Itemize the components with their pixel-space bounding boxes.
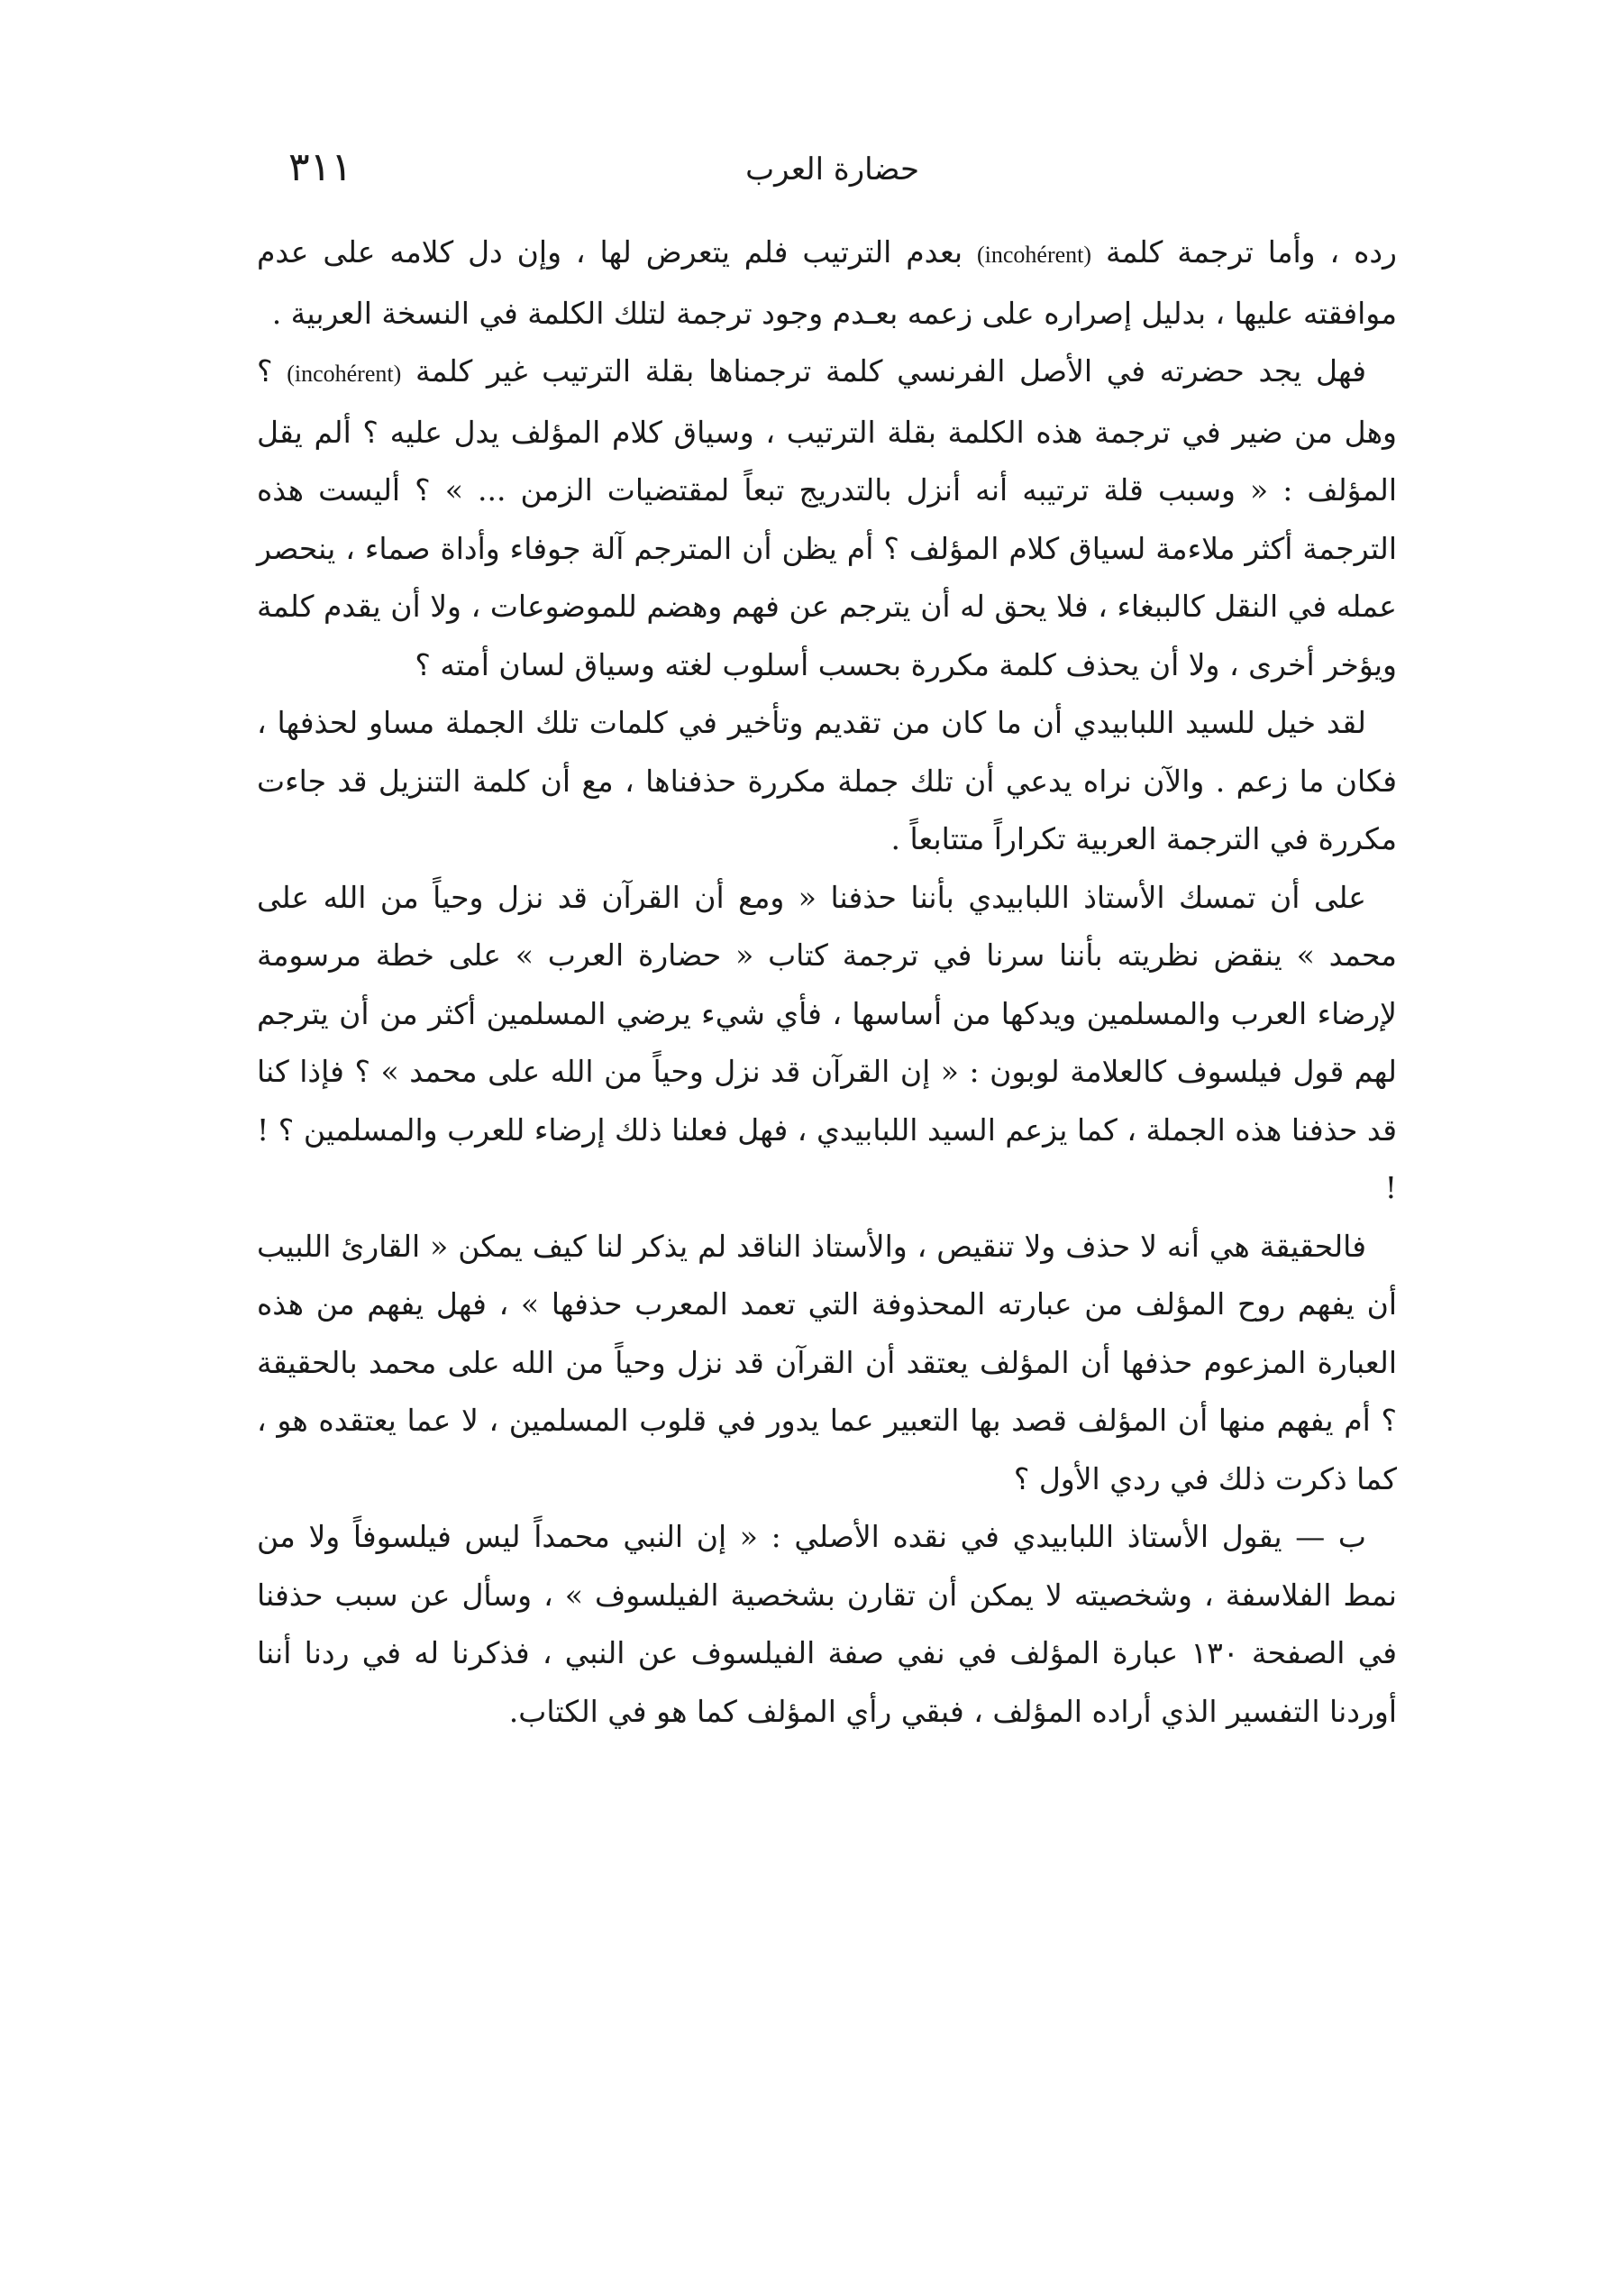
text-run: فهل يجد حضرته في الأصل الفرنسي كلمة ترجمناها بقلة الترتيب غير كلمة <box>401 353 1366 389</box>
text-run: لقد خيل للسيد اللبابيدي أن ما كان من تقديم وتأخير في كلمات تلك الجملة مساو لحذفها ، فكان ما زعم . والآن نراه يدعي أن تلك جملة مكررة حذفناها ، مع أن كلمة التنزيل قد جاءت مكررة في الترجمة العربية تكراراً متتابعاً . <box>257 705 1397 856</box>
paragraph-5 <box>257 1218 1397 1509</box>
latin-term: (incohérent) <box>287 361 402 387</box>
paragraph-3 <box>257 694 1397 869</box>
running-head <box>279 142 1397 206</box>
text-run: بعدم الترتيب فلم يتعرض لها ، وإن دل كلامه على عدم موافقته عليها ، بدليل إصراره على زعمه بعـدم وجود ترجمة لتلك الكلمة في النسخة العربية . <box>257 234 1397 331</box>
paragraph-1 <box>257 224 1397 343</box>
page-number: ٣١١ <box>288 144 352 190</box>
text-run: فالحقيقة هي أنه لا حذف ولا تنقيص ، والأستاذ الناقد لم يذكر لنا كيف يمكن « القارئ اللبيب أن يفهم روح المؤلف من عبارته المحذوفة التي تعمد المعرب حذفها » ، فهل يفهم من هذه العبارة المزعوم حذفها أن المؤلف يعتقد أن القرآن قد نزل وحياً من الله على محمد بالحقيقة ؟ أم يفهم منها أن المؤلف قصد بها التعبير عما يدور في قلوب المسلمين ، لا عما يعتقده هو ، كما ذكرت ذلك في ردي الأول ؟ <box>257 1228 1397 1496</box>
running-title: حضارة العرب <box>745 151 919 188</box>
body-text <box>257 224 1397 1741</box>
text-run: رده ، وأما ترجمة كلمة <box>1091 234 1397 270</box>
paragraph-6 <box>257 1508 1397 1741</box>
text-run: ب — يقول الأستاذ اللبابيدي في نقده الأصلي : « إن النبي محمداً ليس فيلسوفاً ولا من نمط الفلاسفة ، وشخصيته لا يمكن أن تقارن بشخصية الفيلسوف » ، وسأل عن سبب حذفنا في الصفحة ١٣٠ عبارة المؤلف في نفي صفة الفيلسوف عن النبي ، فذكرنا له في ردنا أننا أوردنا التفسير الذي أراده المؤلف ، فبقي رأي المؤلف كما هو في الكتاب. <box>257 1519 1397 1729</box>
paragraph-2 <box>257 343 1397 694</box>
paragraph-4 <box>257 869 1397 1218</box>
text-run: ؟ وهل من ضير في ترجمة هذه الكلمة بقلة الترتيب ، وسياق كلام المؤلف يدل عليه ؟ ألم يقل المؤلف : « وسبب قلة ترتيبه أنه أنزل بالتدريج تبعاً لمقتضيات الزمن ... » ؟ أليست هذه الترجمة أكثر ملاءمة لسياق كلام المؤلف ؟ أم يظن أن المترجم آلة جوفاء وأداة صماء ، ينحصر عمله في النقل كالببغاء ، فلا يحق له أن يترجم عن فهم وهضم للموضوعات ، ولا أن يقدم كلمة ويؤخر أخرى ، ولا أن يحذف كلمة مكررة بحسب أسلوب لغته وسياق لسان أمته ؟ <box>257 353 1397 682</box>
latin-term: (incohérent) <box>977 242 1092 268</box>
text-run: على أن تمسك الأستاذ اللبابيدي بأننا حذفنا « ومع أن القرآن قد نزل وحياً من الله على محمد » ينقض نظريته بأننا سرنا في ترجمة كتاب « حضارة العرب » على خطة مرسومة لإرضاء العرب والمسلمين ويدكها من أساسها ، فأي شيء يرضي المسلمين أكثر من أن يترجم لهم قول فيلسوف كالعلامة لوبون : « إن القرآن قد نزل وحياً من الله على محمد » ؟ فإذا كنا قد حذفنا هذه الجملة ، كما يزعم السيد اللبابيدي ، فهل فعلنا ذلك إرضاء للعرب والمسلمين ؟ ! ! <box>257 879 1397 1205</box>
